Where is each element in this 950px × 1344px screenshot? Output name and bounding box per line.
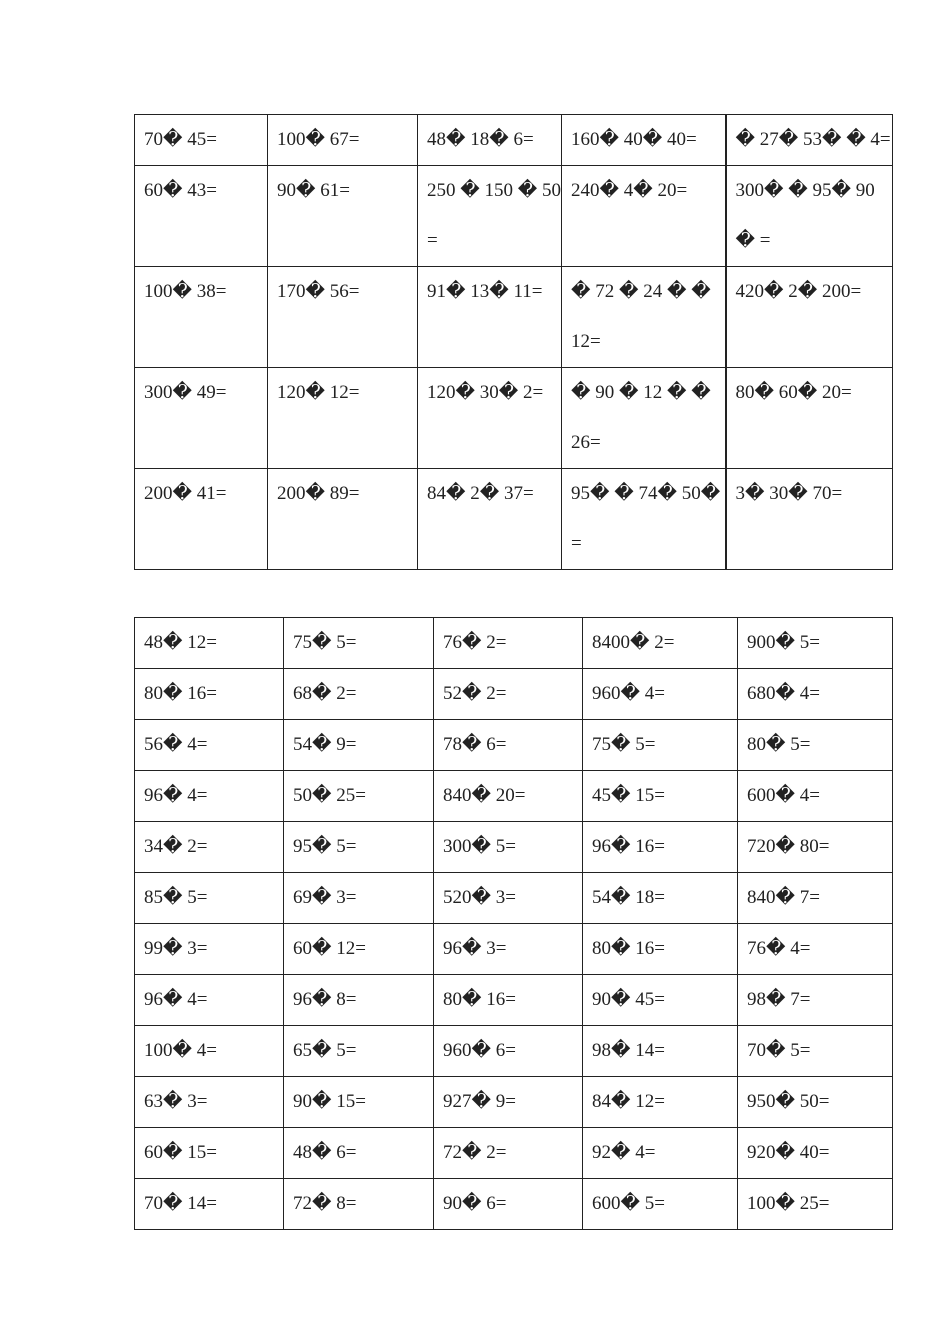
problem-cell: 90� 45=	[583, 975, 738, 1026]
problem-cell: 240� 4� 20=	[562, 166, 726, 267]
problem-cell: 96� 4=	[135, 771, 284, 822]
problem-cell: 840� 7=	[738, 873, 893, 924]
problem-cell: 45� 15=	[583, 771, 738, 822]
problem-cell: 48� 6=	[284, 1128, 434, 1179]
problem-cell: 60� 43=	[135, 166, 268, 267]
mixed-operations-table	[134, 114, 893, 570]
table-row	[135, 1026, 893, 1077]
problem-cell: 63� 3=	[135, 1077, 284, 1128]
problem-cell: 72� 2=	[434, 1128, 583, 1179]
problem-cell: 300� 5=	[434, 822, 583, 873]
problem-cell: 120� 30� 2=	[418, 368, 562, 469]
table-row	[135, 1179, 893, 1230]
problem-cell: 520� 3=	[434, 873, 583, 924]
problem-cell: 100� 4=	[135, 1026, 284, 1077]
table-row	[135, 267, 893, 368]
problem-cell: 200� 89=	[268, 469, 418, 570]
problem-cell: 840� 20=	[434, 771, 583, 822]
table-body	[135, 115, 893, 570]
problem-cell: 54� 9=	[284, 720, 434, 771]
problem-cell: 68� 2=	[284, 669, 434, 720]
problem-cell: 720� 80=	[738, 822, 893, 873]
problem-cell: 200� 41=	[135, 469, 268, 570]
problem-cell: 80� 5=	[738, 720, 893, 771]
problem-cell: 48� 12=	[135, 618, 284, 669]
problem-cell: 300� 49=	[135, 368, 268, 469]
problem-cell: 69� 3=	[284, 873, 434, 924]
problem-cell: 120� 12=	[268, 368, 418, 469]
problem-cell: 90� 61=	[268, 166, 418, 267]
problem-cell: 960� 4=	[583, 669, 738, 720]
table-row	[135, 368, 893, 469]
problem-cell: 927� 9=	[434, 1077, 583, 1128]
problem-cell: 950� 50=	[738, 1077, 893, 1128]
problem-cell: � 27� 53� � 4=	[726, 115, 893, 166]
problem-cell: 95� 5=	[284, 822, 434, 873]
problem-cell: 56� 4=	[135, 720, 284, 771]
problem-cell: 34� 2=	[135, 822, 284, 873]
problem-cell: 98� 14=	[583, 1026, 738, 1077]
problem-cell: 65� 5=	[284, 1026, 434, 1077]
table-body	[135, 618, 893, 1230]
problem-cell: 60� 12=	[284, 924, 434, 975]
problem-cell: 960� 6=	[434, 1026, 583, 1077]
problem-cell: 52� 2=	[434, 669, 583, 720]
problem-cell: 98� 7=	[738, 975, 893, 1026]
problem-cell: 96� 4=	[135, 975, 284, 1026]
problem-cell: 76� 2=	[434, 618, 583, 669]
problem-cell: 900� 5=	[738, 618, 893, 669]
problem-cell: 99� 3=	[135, 924, 284, 975]
problem-cell: 170� 56=	[268, 267, 418, 368]
problem-cell: 50� 25=	[284, 771, 434, 822]
table-row	[135, 720, 893, 771]
problem-cell: 60� 15=	[135, 1128, 284, 1179]
table-row	[135, 771, 893, 822]
table-row	[135, 166, 893, 267]
problem-cell: 92� 4=	[583, 1128, 738, 1179]
problem-cell: 250 � 150 � 50=	[418, 166, 562, 267]
table-row	[135, 618, 893, 669]
problem-cell: � 90 � 12 � � 26=	[562, 368, 726, 469]
table-row	[135, 873, 893, 924]
problem-cell: 100� 38=	[135, 267, 268, 368]
table-row	[135, 924, 893, 975]
problem-cell: 70� 45=	[135, 115, 268, 166]
problem-cell: 3� 30� 70=	[726, 469, 893, 570]
problem-cell: 680� 4=	[738, 669, 893, 720]
problem-cell: 90� 15=	[284, 1077, 434, 1128]
problem-cell: 600� 4=	[738, 771, 893, 822]
problem-cell: 96� 8=	[284, 975, 434, 1026]
table-row	[135, 1128, 893, 1179]
problem-cell: 80� 16=	[434, 975, 583, 1026]
problem-cell: 70� 5=	[738, 1026, 893, 1077]
problem-cell: 80� 60� 20=	[726, 368, 893, 469]
problem-cell: 920� 40=	[738, 1128, 893, 1179]
problem-cell: 72� 8=	[284, 1179, 434, 1230]
problem-cell: 96� 3=	[434, 924, 583, 975]
problem-cell: 78� 6=	[434, 720, 583, 771]
problem-cell: 95� � 74� 50� =	[562, 469, 726, 570]
problem-cell: 90� 6=	[434, 1179, 583, 1230]
table-row	[135, 669, 893, 720]
division-practice-table	[134, 617, 893, 1230]
table-row	[135, 822, 893, 873]
problem-cell: 600� 5=	[583, 1179, 738, 1230]
problem-cell: 75� 5=	[583, 720, 738, 771]
problem-cell: 80� 16=	[583, 924, 738, 975]
table-row	[135, 975, 893, 1026]
problem-cell: 420� 2� 200=	[726, 267, 893, 368]
problem-cell: 54� 18=	[583, 873, 738, 924]
table-row	[135, 115, 893, 166]
table-row	[135, 1077, 893, 1128]
problem-cell: 84� 2� 37=	[418, 469, 562, 570]
problem-cell: 100� 67=	[268, 115, 418, 166]
table-row	[135, 469, 893, 570]
problem-cell: 48� 18� 6=	[418, 115, 562, 166]
problem-cell: 76� 4=	[738, 924, 893, 975]
problem-cell: 70� 14=	[135, 1179, 284, 1230]
problem-cell: 80� 16=	[135, 669, 284, 720]
problem-cell: 96� 16=	[583, 822, 738, 873]
problem-cell: 84� 12=	[583, 1077, 738, 1128]
problem-cell: 75� 5=	[284, 618, 434, 669]
problem-cell: � 72 � 24 � � 12=	[562, 267, 726, 368]
problem-cell: 160� 40� 40=	[562, 115, 726, 166]
problem-cell: 91� 13� 11=	[418, 267, 562, 368]
problem-cell: 8400� 2=	[583, 618, 738, 669]
problem-cell: 85� 5=	[135, 873, 284, 924]
problem-cell: 300� � 95� 90� =	[726, 166, 893, 267]
problem-cell: 100� 25=	[738, 1179, 893, 1230]
